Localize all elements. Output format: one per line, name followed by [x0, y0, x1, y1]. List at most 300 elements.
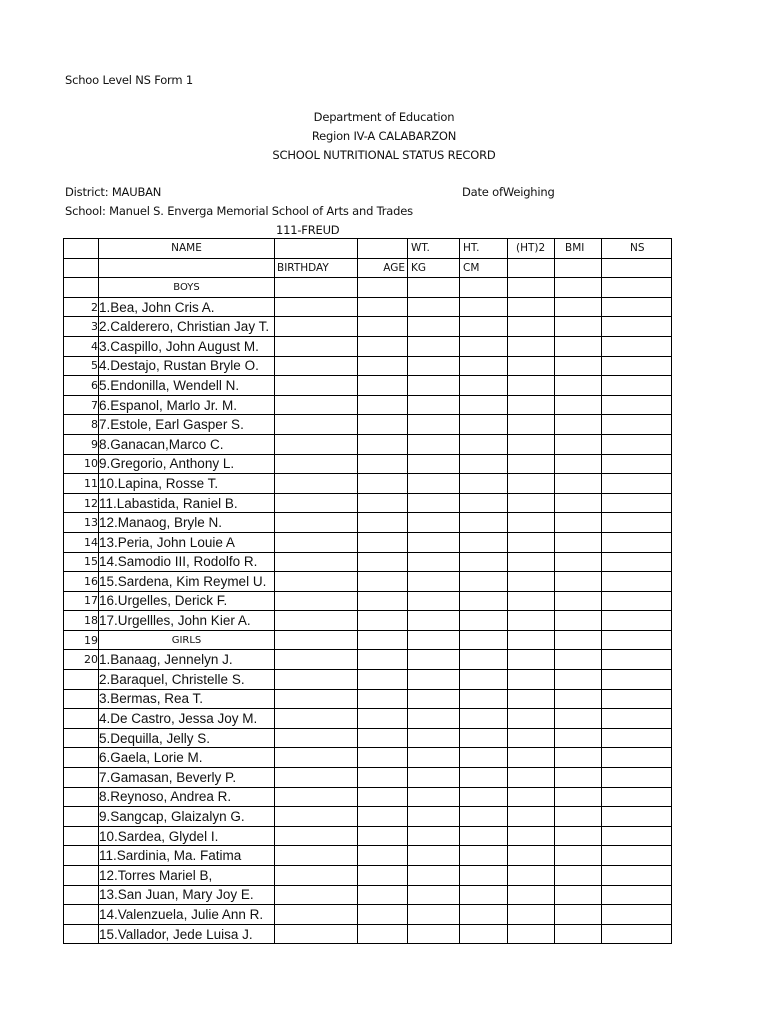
student-name-cell [99, 826, 275, 846]
ns-cell [602, 748, 672, 768]
district-label: District: MAUBAN [65, 185, 162, 199]
age-cell [358, 728, 408, 748]
age-cell [358, 768, 408, 788]
ns-cell [602, 572, 672, 592]
birthday-cell [275, 513, 358, 533]
student-name-cell [99, 905, 275, 925]
student-name-text: 7.Estole, Earl Gasper S. [99, 417, 244, 433]
ht2-cell [508, 866, 555, 886]
wt-cell [408, 807, 460, 827]
student-row [64, 572, 672, 592]
birthday-cell [275, 689, 358, 709]
student-name-text: 10.Sardea, Glydel I. [99, 828, 219, 844]
ht-cell [460, 415, 508, 435]
record-title: SCHOOL NUTRITIONAL STATUS RECORD [272, 148, 496, 162]
bmi-cell [555, 846, 602, 866]
ht2-cell [508, 787, 555, 807]
student-row [64, 297, 672, 317]
row-number [64, 689, 99, 709]
student-name-cell [99, 866, 275, 886]
age-cell [358, 591, 408, 611]
student-name-text: 9.Gregorio, Anthony L. [99, 456, 235, 472]
ht2-cell [508, 415, 555, 435]
girls-section-row [64, 630, 672, 650]
student-name-text: 6.Espanol, Marlo Jr. M. [99, 397, 238, 413]
bmi-cell [555, 532, 602, 552]
student-name-text: 9.Sangcap, Glaizalyn G. [99, 809, 245, 825]
ht2-cell [508, 905, 555, 925]
wt-cell [408, 297, 460, 317]
student-row [64, 748, 672, 768]
student-row [64, 611, 672, 631]
row-number: 15 [64, 552, 99, 572]
row-number [64, 728, 99, 748]
bmi-cell [555, 748, 602, 768]
birthday-cell [275, 336, 358, 356]
row-number: 14 [64, 532, 99, 552]
header-ns: NS [602, 239, 672, 259]
header-age: AGE [358, 258, 408, 278]
row-number: 19 [64, 630, 99, 650]
header-ht: HT. [460, 239, 508, 259]
student-row [64, 787, 672, 807]
ht-cell [460, 924, 508, 944]
wt-cell [408, 905, 460, 925]
row-number [64, 709, 99, 729]
student-name-cell [99, 356, 275, 376]
age-cell [358, 356, 408, 376]
ht2-cell [508, 807, 555, 827]
student-name-text: 3.Caspillo, John August M. [99, 338, 259, 354]
birthday-cell [275, 748, 358, 768]
student-row [64, 826, 672, 846]
student-name-cell [99, 317, 275, 337]
wt-cell [408, 474, 460, 494]
row-number: 2 [64, 297, 99, 317]
bmi-cell [555, 866, 602, 886]
student-name-cell [99, 376, 275, 396]
student-name-text: 1.Bea, John Cris A. [99, 299, 215, 315]
bmi-cell [555, 905, 602, 925]
birthday-cell [275, 826, 358, 846]
student-name-text: 7.Gamasan, Beverly P. [99, 769, 237, 785]
student-name-text: 5.Endonilla, Wendell N. [99, 377, 240, 393]
birthday-cell [275, 552, 358, 572]
ht2-cell [508, 317, 555, 337]
student-row [64, 532, 672, 552]
ns-cell [602, 356, 672, 376]
ht2-cell [508, 709, 555, 729]
section-label: 111-FREUD [276, 223, 340, 237]
student-name-cell [99, 709, 275, 729]
boys-label: BOYS [99, 278, 275, 298]
ns-cell [602, 336, 672, 356]
ht2-cell [508, 513, 555, 533]
ht-cell [460, 807, 508, 827]
student-name-cell [99, 591, 275, 611]
bmi-cell [555, 336, 602, 356]
ht2-cell [508, 552, 555, 572]
birthday-cell [275, 356, 358, 376]
header-row-1 [64, 239, 672, 259]
ht-cell [460, 787, 508, 807]
ns-cell [602, 807, 672, 827]
wt-cell [408, 670, 460, 690]
student-row [64, 689, 672, 709]
birthday-cell [275, 454, 358, 474]
birthday-cell [275, 728, 358, 748]
ht-cell [460, 866, 508, 886]
birthday-cell [275, 591, 358, 611]
student-row [64, 552, 672, 572]
blank-cell [358, 630, 408, 650]
student-row [64, 670, 672, 690]
wt-cell [408, 924, 460, 944]
birthday-cell [275, 376, 358, 396]
bmi-cell [555, 454, 602, 474]
row-number [64, 924, 99, 944]
age-cell [358, 689, 408, 709]
student-row [64, 709, 672, 729]
student-name-text: 5.Dequilla, Jelly S. [99, 730, 211, 746]
wt-cell [408, 376, 460, 396]
blank-cell [460, 630, 508, 650]
student-name-cell [99, 670, 275, 690]
student-name-text: 15.Sardena, Kim Reymel U. [99, 573, 267, 589]
school-label: School: Manuel S. Enverga Memorial School of Arts and Trades [65, 204, 413, 218]
student-name-text: 8.Ganacan,Marco C. [99, 436, 224, 452]
wt-cell [408, 395, 460, 415]
student-name-cell [99, 748, 275, 768]
student-name-text: 16.Urgelles, Derick F. [99, 593, 228, 609]
birthday-cell [275, 709, 358, 729]
student-row [64, 317, 672, 337]
ns-cell [602, 454, 672, 474]
student-name-cell [99, 885, 275, 905]
ht-cell [460, 670, 508, 690]
ht2-cell [508, 356, 555, 376]
wt-cell [408, 885, 460, 905]
wt-cell [408, 748, 460, 768]
birthday-cell [275, 415, 358, 435]
wt-cell [408, 356, 460, 376]
ht2-cell [508, 434, 555, 454]
birthday-cell [275, 474, 358, 494]
row-number: 4 [64, 336, 99, 356]
ns-cell [602, 415, 672, 435]
age-cell [358, 376, 408, 396]
ns-cell [602, 493, 672, 513]
ht-cell [460, 905, 508, 925]
row-number: 17 [64, 591, 99, 611]
birthday-cell [275, 532, 358, 552]
ht-cell [460, 552, 508, 572]
birthday-cell [275, 670, 358, 690]
ht2-cell [508, 474, 555, 494]
student-name-text: 11.Sardinia, Ma. Fatima [99, 848, 242, 864]
ns-cell [602, 552, 672, 572]
birthday-cell [275, 768, 358, 788]
ht2-cell [508, 728, 555, 748]
birthday-cell [275, 905, 358, 925]
student-row [64, 728, 672, 748]
age-cell [358, 611, 408, 631]
bmi-cell [555, 650, 602, 670]
ns-cell [602, 885, 672, 905]
ht-cell [460, 317, 508, 337]
student-name-text: 14.Valenzuela, Julie Ann R. [99, 906, 264, 922]
age-cell [358, 434, 408, 454]
ht-cell [460, 297, 508, 317]
age-cell [358, 924, 408, 944]
student-row [64, 454, 672, 474]
student-name-cell [99, 336, 275, 356]
student-name-text: 17.Urgellles, John Kier A. [99, 613, 251, 629]
student-name-text: 10.Lapina, Rosse T. [99, 475, 219, 491]
ht-cell [460, 474, 508, 494]
birthday-cell [275, 395, 358, 415]
ht-cell [460, 434, 508, 454]
ht-cell [460, 709, 508, 729]
student-row [64, 474, 672, 494]
age-cell [358, 866, 408, 886]
wt-cell [408, 709, 460, 729]
header-row-2 [64, 258, 672, 278]
student-name-cell [99, 924, 275, 944]
student-row [64, 395, 672, 415]
birthday-cell [275, 572, 358, 592]
blank-cell [408, 630, 460, 650]
student-name-cell [99, 787, 275, 807]
row-number: 3 [64, 317, 99, 337]
birthday-cell [275, 434, 358, 454]
bmi-cell [555, 885, 602, 905]
student-name-cell [99, 689, 275, 709]
bmi-cell [555, 611, 602, 631]
wt-cell [408, 454, 460, 474]
age-cell [358, 748, 408, 768]
wt-cell [408, 336, 460, 356]
ht2-cell [508, 670, 555, 690]
blank-cell [555, 630, 602, 650]
bmi-cell [555, 376, 602, 396]
age-cell [358, 572, 408, 592]
student-row [64, 650, 672, 670]
bmi-cell [555, 297, 602, 317]
ht-cell [460, 728, 508, 748]
row-number [64, 826, 99, 846]
student-name-text: 2.Calderero, Christian Jay T. [99, 319, 270, 335]
age-cell [358, 493, 408, 513]
header-num-cell [64, 239, 99, 259]
ht-cell [460, 826, 508, 846]
bmi-cell [555, 591, 602, 611]
ht2-cell [508, 591, 555, 611]
student-name-cell [99, 846, 275, 866]
student-name-text: 15.Vallador, Jede Luisa J. [99, 926, 253, 942]
ht2-cell [508, 376, 555, 396]
age-cell [358, 846, 408, 866]
row-number [64, 807, 99, 827]
bmi-cell [555, 493, 602, 513]
row-number: 13 [64, 513, 99, 533]
age-cell [358, 415, 408, 435]
wt-cell [408, 768, 460, 788]
age-cell [358, 709, 408, 729]
boys-section-row [64, 278, 672, 298]
ht-cell [460, 493, 508, 513]
age-cell [358, 670, 408, 690]
ht2-cell [508, 611, 555, 631]
age-cell [358, 650, 408, 670]
wt-cell [408, 650, 460, 670]
wt-cell [408, 513, 460, 533]
ht2-cell [508, 885, 555, 905]
bmi-cell [555, 787, 602, 807]
ht-cell [460, 748, 508, 768]
bmi-cell [555, 807, 602, 827]
ns-cell [602, 826, 672, 846]
wt-cell [408, 552, 460, 572]
ht-cell [460, 572, 508, 592]
student-name-cell [99, 807, 275, 827]
ns-cell [602, 591, 672, 611]
student-name-cell [99, 415, 275, 435]
bmi-cell [555, 572, 602, 592]
bmi-cell [555, 768, 602, 788]
student-name-text: 2.Baraquel, Christelle S. [99, 671, 245, 687]
birthday-cell [275, 650, 358, 670]
ht-cell [460, 356, 508, 376]
bmi-cell [555, 924, 602, 944]
blank-cell [275, 630, 358, 650]
bmi-cell [555, 670, 602, 690]
row-number: 5 [64, 356, 99, 376]
ns-cell [602, 297, 672, 317]
ht2-cell [508, 826, 555, 846]
wt-cell [408, 611, 460, 631]
age-cell [358, 474, 408, 494]
student-name-cell [99, 297, 275, 317]
ns-cell [602, 709, 672, 729]
ns-cell [602, 434, 672, 454]
blank-cell [508, 630, 555, 650]
ns-cell [602, 689, 672, 709]
wt-cell [408, 415, 460, 435]
student-name-text: 13.San Juan, Mary Joy E. [99, 887, 254, 903]
student-name-cell [99, 395, 275, 415]
header-bmi: BMI [555, 239, 602, 259]
row-number [64, 846, 99, 866]
ns-cell [602, 474, 672, 494]
student-row [64, 336, 672, 356]
ns-cell [602, 924, 672, 944]
ht2-cell [508, 572, 555, 592]
header-name: NAME [99, 239, 275, 259]
header-ht2: (HT)2 [508, 239, 555, 259]
birthday-cell [275, 866, 358, 886]
ht2-cell [508, 768, 555, 788]
ns-cell [602, 376, 672, 396]
wt-cell [408, 846, 460, 866]
row-number: 11 [64, 474, 99, 494]
row-number [64, 905, 99, 925]
ht-cell [460, 376, 508, 396]
wt-cell [408, 532, 460, 552]
row-number [64, 866, 99, 886]
wt-cell [408, 591, 460, 611]
age-cell [358, 317, 408, 337]
bmi-cell [555, 552, 602, 572]
wt-cell [408, 689, 460, 709]
ht-cell [460, 650, 508, 670]
student-name-text: 11.Labastida, Raniel B. [99, 495, 238, 511]
ns-cell [602, 611, 672, 631]
student-name-text: 4.De Castro, Jessa Joy M. [99, 711, 258, 727]
age-cell [358, 552, 408, 572]
bmi-cell [555, 826, 602, 846]
ht2-cell [508, 454, 555, 474]
ht-cell [460, 395, 508, 415]
nutrition-table [63, 238, 672, 944]
header-wt: WT. [408, 239, 460, 259]
birthday-cell [275, 846, 358, 866]
student-row [64, 376, 672, 396]
row-number: 9 [64, 434, 99, 454]
age-cell [358, 297, 408, 317]
bmi-cell [555, 709, 602, 729]
ht-cell [460, 611, 508, 631]
student-name-text: 8.Reynoso, Andrea R. [99, 789, 232, 805]
row-number [64, 670, 99, 690]
age-cell [358, 454, 408, 474]
ht-cell [460, 885, 508, 905]
student-name-text: 14.Samodio III, Rodolfo R. [99, 554, 258, 570]
row-number [64, 787, 99, 807]
ht2-cell [508, 689, 555, 709]
ht-cell [460, 336, 508, 356]
student-row [64, 866, 672, 886]
wt-cell [408, 866, 460, 886]
student-row [64, 513, 672, 533]
student-name-text: 4.Destajo, Rustan Bryle O. [99, 358, 259, 374]
student-row [64, 924, 672, 944]
ht2-cell [508, 748, 555, 768]
ns-cell [602, 317, 672, 337]
birthday-cell [275, 297, 358, 317]
ht-cell [460, 689, 508, 709]
student-name-cell [99, 474, 275, 494]
ht2-cell [508, 395, 555, 415]
birthday-cell [275, 807, 358, 827]
row-number [64, 885, 99, 905]
ns-cell [602, 866, 672, 886]
row-number: 6 [64, 376, 99, 396]
ns-cell [602, 670, 672, 690]
bmi-cell [555, 395, 602, 415]
student-name-cell [99, 532, 275, 552]
ht-cell [460, 768, 508, 788]
bmi-cell [555, 434, 602, 454]
birthday-cell [275, 787, 358, 807]
student-name-cell [99, 768, 275, 788]
region-title: Region IV-A CALABARZON [311, 129, 457, 143]
student-row [64, 846, 672, 866]
bmi-cell [555, 415, 602, 435]
ns-cell [602, 768, 672, 788]
student-row [64, 434, 672, 454]
birthday-cell [275, 924, 358, 944]
